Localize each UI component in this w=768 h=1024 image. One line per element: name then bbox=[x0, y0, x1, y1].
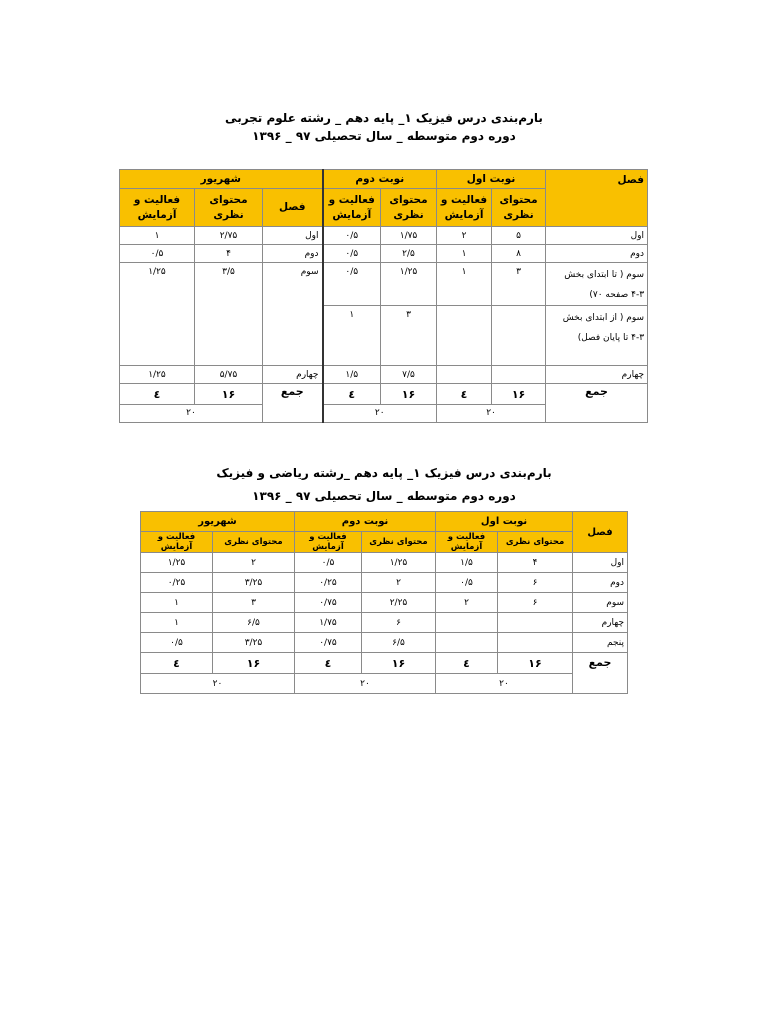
cell-value: ۱ bbox=[437, 263, 492, 306]
cell-value: ۵/۷۵ bbox=[195, 366, 263, 384]
sum-value: ٤ bbox=[120, 384, 195, 405]
cell-value: ۰/۵ bbox=[120, 245, 195, 263]
table-row bbox=[141, 633, 628, 653]
cell-value: ۲/۲۵ bbox=[362, 593, 436, 613]
chapter-name: چهارم bbox=[573, 613, 628, 633]
cell-value: ۱/۷۵ bbox=[381, 227, 437, 245]
cell-value: ۰/۷۵ bbox=[295, 633, 362, 653]
cell-value: ۱/۲۵ bbox=[120, 263, 195, 366]
chapter-name: چهارم bbox=[546, 366, 648, 384]
cell-value: ۶ bbox=[498, 573, 573, 593]
cell-value: ۱ bbox=[141, 593, 213, 613]
cell-value: ۱/۷۵ bbox=[295, 613, 362, 633]
chapter-name: اول bbox=[546, 227, 648, 245]
table-row bbox=[141, 593, 628, 613]
chapter-name: پنجم bbox=[573, 633, 628, 653]
cell-value: ۲/۷۵ bbox=[195, 227, 263, 245]
table2-subtitle: دوره دوم متوسطه _ سال تحصیلی ۹۷ _ ۱۳۹۶ bbox=[252, 489, 516, 503]
total-value: ۲۰ bbox=[141, 674, 295, 694]
cell-value: ۸ bbox=[492, 245, 546, 263]
sum-label: جمع bbox=[263, 384, 323, 423]
header-mohtava: محتوای نظری bbox=[195, 189, 263, 227]
sum-label: جمع bbox=[546, 384, 648, 423]
table2-grading bbox=[140, 511, 628, 694]
chapter-name: چهارم bbox=[263, 366, 323, 384]
header-faaliat: فعالیت و آزمایش bbox=[323, 189, 381, 227]
cell-value: ۰/۵ bbox=[295, 553, 362, 573]
cell-value: ۴ bbox=[498, 553, 573, 573]
table2-title: بارم‌بندی درس فیزیک ۱_ پایه دهم _رشته ریاضی و فیزیک bbox=[216, 466, 552, 480]
total-value: ۲۰ bbox=[295, 674, 436, 694]
sum-label: جمع bbox=[573, 653, 628, 694]
total-value: ۲۰ bbox=[120, 405, 263, 423]
table-row bbox=[120, 245, 648, 263]
cell-value bbox=[436, 633, 498, 653]
cell-value: ۳ bbox=[381, 306, 437, 366]
cell-value: ۱/۲۵ bbox=[120, 366, 195, 384]
cell-value: ۳/۲۵ bbox=[213, 633, 295, 653]
chapter-name: اول bbox=[263, 227, 323, 245]
chapter-name: سوم bbox=[263, 263, 323, 366]
cell-value: ۰/۲۵ bbox=[295, 573, 362, 593]
cell-value: ۰/۷۵ bbox=[295, 593, 362, 613]
header-mohtava: محتوای نظری bbox=[492, 189, 546, 227]
cell-value: ۶/۵ bbox=[213, 613, 295, 633]
header-shahrivar: شهریور bbox=[120, 170, 323, 189]
sum-value: ٤ bbox=[141, 653, 213, 674]
header-fasl-sub: فصل bbox=[263, 189, 323, 227]
cell-value bbox=[437, 366, 492, 384]
chapter-name: سوم ( از ابتدای بخش ۳-۴ تا پایان فصل) bbox=[546, 306, 648, 366]
header-mohtava: محتوای نظری bbox=[362, 532, 436, 553]
header-mohtava: محتوای نظری bbox=[381, 189, 437, 227]
sum-value: ۱۶ bbox=[213, 653, 295, 674]
sum-value: ٤ bbox=[436, 653, 498, 674]
cell-value: ۱/۵ bbox=[436, 553, 498, 573]
cell-value bbox=[436, 613, 498, 633]
cell-value: ۷/۵ bbox=[381, 366, 437, 384]
cell-value: ۶ bbox=[498, 593, 573, 613]
header-mohtava: محتوای نظری bbox=[213, 532, 295, 553]
sum-value: ۱۶ bbox=[492, 384, 546, 405]
cell-value: ۱/۲۵ bbox=[141, 553, 213, 573]
sum-value: ٤ bbox=[295, 653, 362, 674]
cell-value: ۵ bbox=[492, 227, 546, 245]
table1-title: بارم‌بندی درس فیزیک ۱_ پایه دهم _ رشته علوم تجربی bbox=[225, 111, 543, 125]
cell-value: ۱ bbox=[141, 613, 213, 633]
cell-value: ۳/۵ bbox=[195, 263, 263, 366]
cell-value bbox=[492, 366, 546, 384]
header-faaliat: فعالیت و آزمایش bbox=[295, 532, 362, 553]
table-row bbox=[120, 263, 648, 306]
chapter-name: سوم bbox=[573, 593, 628, 613]
sum-row bbox=[141, 653, 628, 674]
cell-value: ۲ bbox=[213, 553, 295, 573]
cell-value bbox=[437, 306, 492, 366]
cell-value: ۶/۵ bbox=[362, 633, 436, 653]
cell-value: ۱/۲۵ bbox=[381, 263, 437, 306]
cell-value: ۲ bbox=[436, 593, 498, 613]
cell-value: ۲ bbox=[362, 573, 436, 593]
header-faaliat: فعالیت و آزمایش bbox=[141, 532, 213, 553]
cell-value: ۱ bbox=[323, 306, 381, 366]
cell-value: ۰/۲۵ bbox=[141, 573, 213, 593]
cell-value bbox=[498, 613, 573, 633]
header-mohtava: محتوای نظری bbox=[498, 532, 573, 553]
header-fasl: فصل bbox=[546, 170, 648, 227]
cell-value: ۳ bbox=[492, 263, 546, 306]
header-nobat-aval: نوبت اول bbox=[437, 170, 546, 189]
cell-value: ۴ bbox=[195, 245, 263, 263]
header-shahrivar: شهریور bbox=[141, 512, 295, 532]
chapter-name: دوم bbox=[546, 245, 648, 263]
header-nobat-dovom: نوبت دوم bbox=[323, 170, 437, 189]
total-value: ۲۰ bbox=[323, 405, 437, 423]
sum-value: ۱۶ bbox=[195, 384, 263, 405]
sum-value: ۱۶ bbox=[381, 384, 437, 405]
cell-value: ۰/۵ bbox=[323, 227, 381, 245]
table-row bbox=[141, 613, 628, 633]
cell-value bbox=[492, 306, 546, 366]
cell-value: ۱ bbox=[120, 227, 195, 245]
sum-value: ۱۶ bbox=[498, 653, 573, 674]
cell-value bbox=[498, 633, 573, 653]
header-faaliat: فعالیت و آزمایش bbox=[120, 189, 195, 227]
cell-value: ۰/۵ bbox=[436, 573, 498, 593]
cell-value: ۰/۵ bbox=[141, 633, 213, 653]
cell-value: ۲/۵ bbox=[381, 245, 437, 263]
header-faaliat: فعالیت و آزمایش bbox=[436, 532, 498, 553]
cell-value: ۳/۲۵ bbox=[213, 573, 295, 593]
chapter-name: اول bbox=[573, 553, 628, 573]
table-row bbox=[120, 366, 648, 384]
chapter-name: دوم bbox=[263, 245, 323, 263]
header-faaliat: فعالیت و آزمایش bbox=[437, 189, 492, 227]
sum-value: ٤ bbox=[323, 384, 381, 405]
total-value: ۲۰ bbox=[436, 674, 573, 694]
cell-value: ۲ bbox=[437, 227, 492, 245]
cell-value: ۱ bbox=[437, 245, 492, 263]
sum-value: ٤ bbox=[437, 384, 492, 405]
table-row bbox=[141, 553, 628, 573]
header-fasl: فصل bbox=[573, 512, 628, 553]
cell-value: ۰/۵ bbox=[323, 263, 381, 306]
chapter-name: سوم ( تا ابتدای بخش ۳-۴ صفحه ۷۰) bbox=[546, 263, 648, 306]
total-row bbox=[141, 674, 628, 694]
header-nobat-dovom: نوبت دوم bbox=[295, 512, 436, 532]
header-nobat-aval: نوبت اول bbox=[436, 512, 573, 532]
cell-value: ۱/۵ bbox=[323, 366, 381, 384]
table1-grading bbox=[119, 169, 648, 423]
cell-value: ۶ bbox=[362, 613, 436, 633]
table-row bbox=[141, 573, 628, 593]
table-row bbox=[120, 227, 648, 245]
chapter-name: دوم bbox=[573, 573, 628, 593]
table1-subtitle: دوره دوم متوسطه _ سال تحصیلی ۹۷ _ ۱۳۹۶ bbox=[252, 129, 516, 143]
cell-value: ۱/۲۵ bbox=[362, 553, 436, 573]
cell-value: ۰/۵ bbox=[323, 245, 381, 263]
cell-value: ۳ bbox=[213, 593, 295, 613]
sum-value: ۱۶ bbox=[362, 653, 436, 674]
sum-row bbox=[120, 384, 648, 405]
total-value: ۲۰ bbox=[437, 405, 546, 423]
